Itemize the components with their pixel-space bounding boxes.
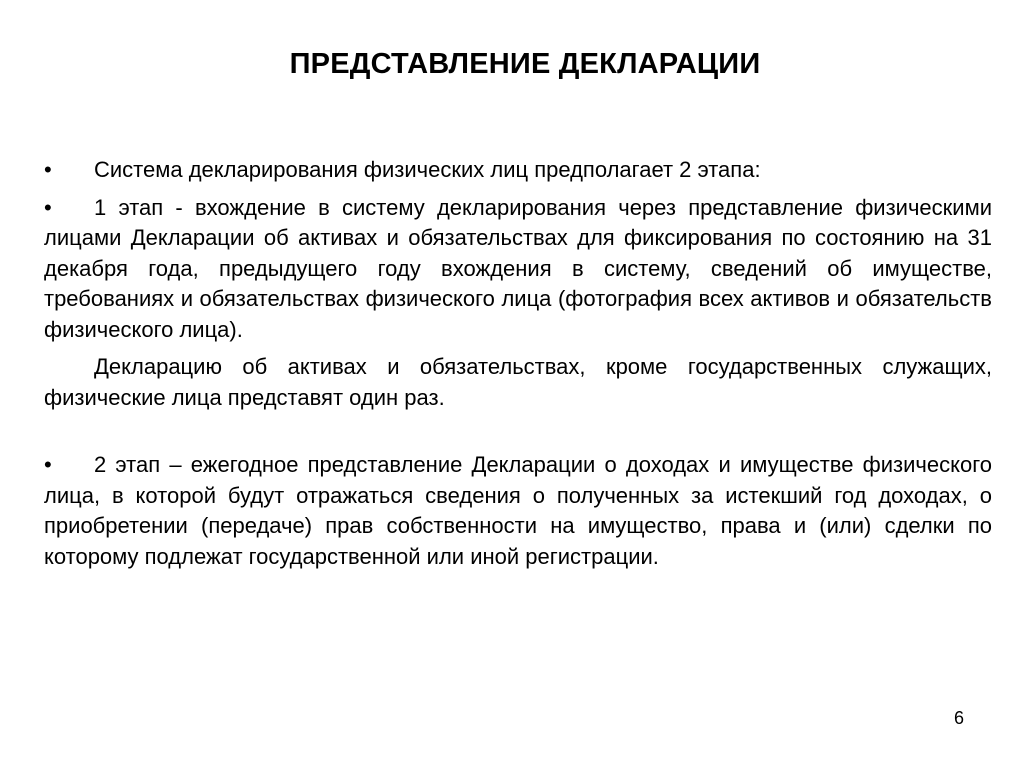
paragraph-text: 1 этап - вхождение в систему декларирования через представление физическими лицами Декларации об активах и обязательствах для фиксирования по состоянию на 31 декабря года, предыдущего году вхождения в систему, сведений об имуществе, требованиях и обязательствах физического лица (фотография всех активов и обязательств физического лица).: [44, 194, 992, 342]
slide-title: ПРЕДСТАВЛЕНИЕ ДЕКЛАРАЦИИ: [289, 48, 761, 80]
bullet-paragraph-stage-1: [44, 193, 992, 346]
slide-body: [44, 155, 992, 572]
bullet-paragraph-stages: [44, 155, 992, 186]
bullet-paragraph-stage-2: [44, 450, 992, 572]
paragraph-text: Система декларирования физических лиц предполагает 2 этапа:: [94, 157, 761, 182]
paragraph-text: 2 этап – ежегодное представление Декларации о доходах и имуществе физического лица, в которой будут отражаться сведения о полученных за истекший год доходах, о приобретении (передаче) прав собственности на имущество, права и (или) сделки по которому подлежат государственной или иной регистрации.: [44, 452, 992, 569]
bullet-marker: •: [44, 452, 52, 477]
paragraph-one-time-declaration: Декларацию об активах и обязательствах, кроме государственных служащих, физические лица представят один раз.: [44, 354, 992, 410]
bullet-marker: •: [44, 157, 52, 182]
page-number: 6: [953, 708, 964, 728]
bullet-marker: •: [44, 194, 52, 220]
